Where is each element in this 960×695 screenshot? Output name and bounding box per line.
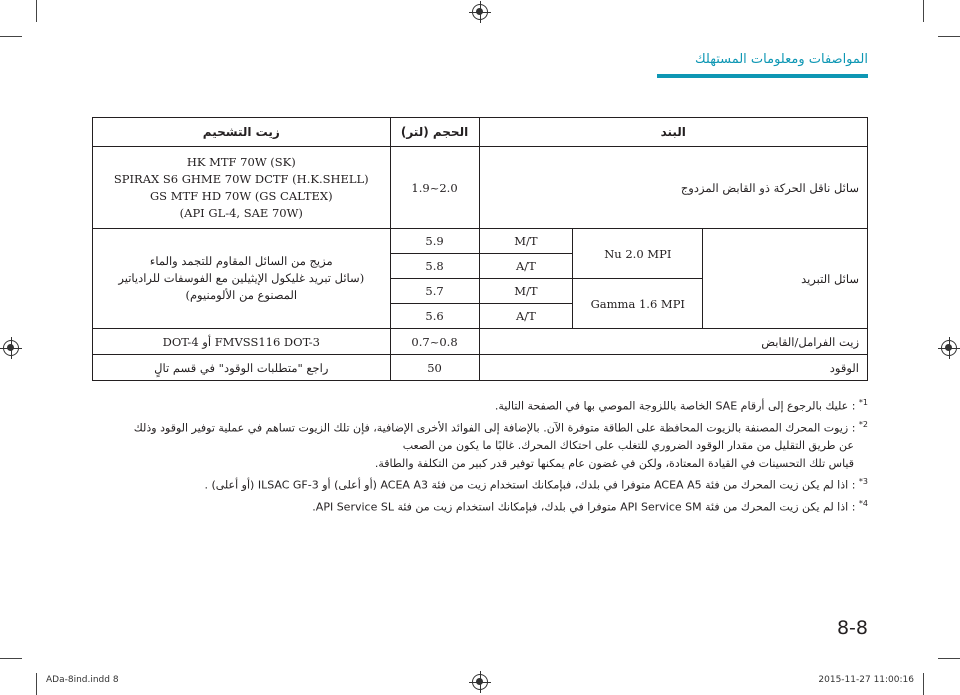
engine-cell: Gamma 1.6 MPI <box>573 279 703 329</box>
coolant-volume-cell: 5.6 <box>390 304 479 329</box>
lubricant-line: (سائل تبريد غليكول الإيثيلين مع الفوسفات للرادياتير <box>118 271 365 285</box>
header-lubricant: زيت التشحيم <box>93 118 391 147</box>
engine-cell: Nu 2.0 MPI <box>573 229 703 279</box>
crop-mark <box>36 673 37 695</box>
crop-mark <box>0 36 22 37</box>
footer-filename: ADa-8ind.indd 8 <box>46 675 119 685</box>
fuel-item-cell: الوقود <box>479 355 868 381</box>
transmission-cell: M/T <box>479 229 573 254</box>
coolant-volume-cell: 5.7 <box>390 279 479 304</box>
coolant-lubricant-cell <box>93 229 391 329</box>
transmission-cell: M/T <box>479 279 573 304</box>
crop-mark <box>0 658 22 659</box>
section-title: المواصفات ومعلومات المستهلك <box>694 52 868 67</box>
footnote-mark: 4* <box>858 498 868 508</box>
footnote: $^{1*}$ : عليك بالرجوع إلى أرقام SAE الخاصة باللزوجة الموصي بها في الصفحة التالية. <box>494 398 868 413</box>
manual-lubricant-cell <box>93 147 391 229</box>
header-item: البند <box>479 118 868 147</box>
crop-mark <box>923 0 924 22</box>
table-row <box>93 229 868 254</box>
registration-mark-icon <box>941 340 957 356</box>
footnote-text: اذا لم يكن زيت المحرك من فئة API Service SM متوفرا في بلدك، فبإمكانك استخدام زيت من فئة API Service SL. <box>312 500 849 514</box>
footnote-mark: 3* <box>858 477 868 487</box>
footnote: $^{4*}$ : اذا لم يكن زيت المحرك من فئة API Service SM متوفرا في بلدك، فبإمكانك استخدام زيت من فئة API Service SL. <box>312 498 868 514</box>
lubricant-line: المصنوع من الألومنيوم) <box>185 288 298 302</box>
footer-timestamp: 2015-11-27 11:00:16 <box>818 675 914 685</box>
registration-mark-icon <box>3 340 19 356</box>
section-rule <box>657 74 868 78</box>
registration-mark-icon <box>472 674 488 690</box>
crop-mark <box>938 658 960 659</box>
brake-item-cell: زيت الفرامل/القابض <box>479 329 868 355</box>
footnote-continuation: قياس تلك التحسينات في القيادة المعتادة، ولكن في غضون عام يمكنها توفير قدر كبير من التكلفة والطاقة. <box>374 457 854 471</box>
lubricant-line: SPIRAX S6 GHME 70W DCTF (H.K.SHELL) <box>113 171 369 186</box>
lubricant-line: GS MTF HD 70W (GS CALTEX) <box>150 188 333 203</box>
footnote: $^{3*}$ : اذا لم يكن زيت المحرك من فئة ACEA A5 متوفرا في بلدك، فبإمكانك استخدام زيت من فئة ACEA A3 (أو أعلى) أو ILSAC GF-3 (أو أعلى) . <box>204 477 868 492</box>
footnote-text: عليك بالرجوع إلى أرقام SAE الخاصة باللزوجة الموصي بها في الصفحة التالية. <box>494 399 849 413</box>
lubricant-line: HK MTF 70W (SK) <box>186 154 296 169</box>
manual-volume-cell: 1.9~2.0 <box>390 147 479 229</box>
footnote-text: زيوت المحرك المصنفة بالزيوت المحافظة على الطاقة متوفرة الآن. بالإضافة إلى الفوائد الأخرى الإضافية، فإن تلك الزيوت تساهم في عملية توفير الوقود وذلك <box>133 421 849 435</box>
page-number: 8-8 <box>836 617 868 639</box>
footnote-mark: 2* <box>858 419 868 429</box>
specifications-table <box>92 117 868 381</box>
manual-item-cell: سائل ناقل الحركة ذو القابض المزدوج <box>479 147 868 229</box>
transmission-cell: A/T <box>479 254 573 279</box>
footnote: $^{2*}$ : زيوت المحرك المصنفة بالزيوت المحافظة على الطاقة متوفرة الآن. بالإضافة إلى الفوائد الأخرى الإضافية، فإن تلك الزيوت تساهم في عملية توفير الوقود وذلك <box>133 419 868 435</box>
table-row <box>93 355 868 381</box>
coolant-volume-cell: 5.8 <box>390 254 479 279</box>
lubricant-line: مزيج من السائل المقاوم للتجمد والماء <box>149 254 333 268</box>
footnote-continuation: عن طريق التقليل من مقدار الوقود الضروري للتغلب على احتكاك المحرك. غالبًا ما يكون من الصعب <box>402 439 854 453</box>
footnote-mark: 1* <box>858 398 868 407</box>
table-header-row <box>93 118 868 147</box>
fuel-lubricant-cell: راجع "متطلبات الوقود" في قسم تالٍ <box>93 355 391 381</box>
lubricant-line: (API GL-4, SAE 70W) <box>179 205 303 220</box>
footnote-text: اذا لم يكن زيت المحرك من فئة ACEA A5 متوفرا في بلدك، فبإمكانك استخدام زيت من فئة ACEA A3 (أو أعلى) أو ILSAC GF-3 (أو أعلى) . <box>204 478 849 492</box>
footnotes <box>92 394 868 517</box>
table-row <box>93 147 868 229</box>
crop-mark <box>938 36 960 37</box>
fuel-volume-cell: 50 <box>390 355 479 381</box>
brake-lubricant-cell: FMVSS116 DOT-3 أو DOT-4 <box>93 329 391 355</box>
brake-volume-cell: 0.7~0.8 <box>390 329 479 355</box>
crop-mark <box>923 673 924 695</box>
table-row <box>93 329 868 355</box>
header-volume: الحجم (لتر) <box>390 118 479 147</box>
transmission-cell: A/T <box>479 304 573 329</box>
crop-mark <box>36 0 37 22</box>
registration-mark-icon <box>472 4 488 20</box>
coolant-volume-cell: 5.9 <box>390 229 479 254</box>
coolant-item-cell: سائل التبريد <box>703 229 868 329</box>
